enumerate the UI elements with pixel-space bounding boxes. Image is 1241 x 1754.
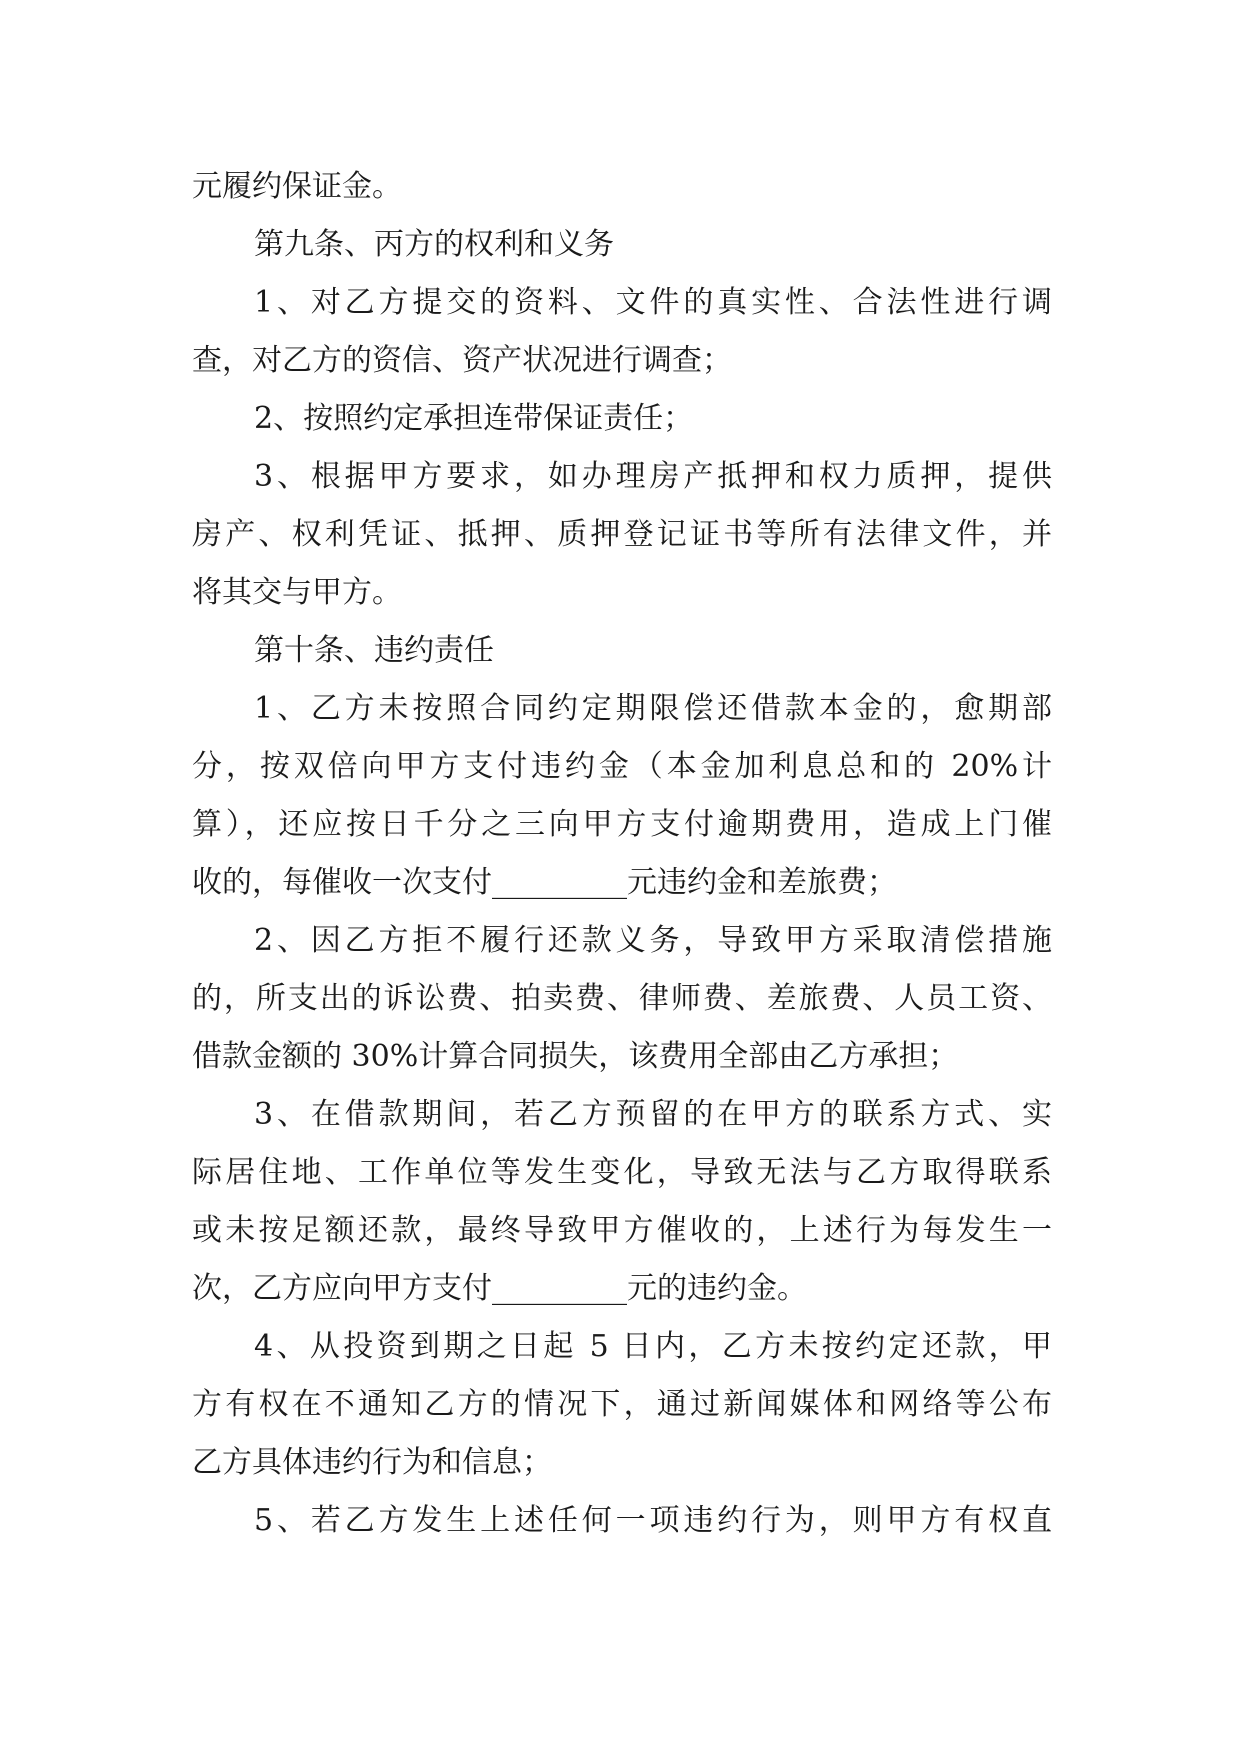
text-line: 元履约保证金。 xyxy=(192,169,402,204)
text-line: 查，对乙方的资信、资产状况进行调查； xyxy=(192,343,732,378)
text-line: 4、从投资到期之日起 5 日内，乙方未按约定还款，甲 xyxy=(254,1329,1052,1364)
section-heading: 第十条、违约责任 xyxy=(254,633,494,668)
text-line: 3、在借款期间，若乙方预留的在甲方的联系方式、实 xyxy=(254,1097,1052,1132)
text-line: 5、若乙方发生上述任何一项违约行为，则甲方有权直 xyxy=(254,1503,1052,1538)
text-line: 算），还应按日千分之三向甲方支付逾期费用，造成上门催 xyxy=(192,807,1052,842)
text-line: 分，按双倍向甲方支付违约金（本金加利息总和的 20%计 xyxy=(192,749,1052,784)
text-line: 2、按照约定承担连带保证责任； xyxy=(254,401,694,436)
text-line: 1、乙方未按照合同约定期限偿还借款本金的，愈期部 xyxy=(254,691,1052,726)
text-line: 1、对乙方提交的资料、文件的真实性、合法性进行调 xyxy=(254,285,1052,320)
text-line: 3、根据甲方要求，如办理房产抵押和权力质押，提供 xyxy=(254,459,1052,494)
text-line: 将其交与甲方。 xyxy=(192,575,402,610)
text-line: 次，乙方应向甲方支付_________元的违约金。 xyxy=(192,1271,807,1306)
text-line: 的，所支出的诉讼费、拍卖费、律师费、差旅费、人员工资、 xyxy=(192,981,1052,1016)
document-body xyxy=(192,158,1052,1550)
text-line: 乙方具体违约行为和信息； xyxy=(192,1445,552,1480)
text-line: 2、因乙方拒不履行还款义务，导致甲方采取清偿措施 xyxy=(254,923,1052,958)
text-line: 收的，每催收一次支付_________元违约金和差旅费； xyxy=(192,865,897,900)
text-line: 方有权在不通知乙方的情况下，通过新闻媒体和网络等公布 xyxy=(192,1387,1052,1422)
text-line: 房产、权利凭证、抵押、质押登记证书等所有法律文件，并 xyxy=(192,517,1052,552)
text-line: 借款金额的 30%计算合同损失，该费用全部由乙方承担； xyxy=(192,1039,959,1074)
text-line: 际居住地、工作单位等发生变化，导致无法与乙方取得联系 xyxy=(192,1155,1052,1190)
section-heading: 第九条、丙方的权利和义务 xyxy=(254,227,614,262)
text-line: 或未按足额还款，最终导致甲方催收的，上述行为每发生一 xyxy=(192,1213,1052,1248)
